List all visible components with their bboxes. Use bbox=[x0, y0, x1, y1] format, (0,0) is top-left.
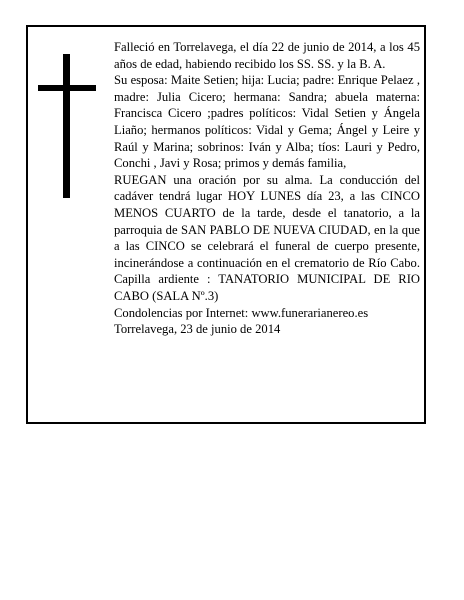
cross-vertical-bar bbox=[63, 54, 70, 198]
place-date-line: Torrelavega, 23 de junio de 2014 bbox=[114, 322, 281, 337]
cross-icon bbox=[38, 54, 96, 198]
death-announcement: Falleció en Torrelavega, el día 22 de junio de 2014, a los 45 años de edad, habiendo recibido los SS. SS. y la B. A. bbox=[114, 40, 420, 71]
funeral-details: RUEGAN una oración por su alma. La conducción del cadáver tendrá lugar HOY LUNES día 23, a las CINCO MENOS CUARTO de la tarde, desde el tanatorio, a la parroquia de SAN PABLO DE NUEVA CIUDAD, en la que a las CINCO se celebrará el funeral de cuerpo presente, incinerándose a continuación en el crematorio de Río Cabo. Capilla ardiente : TANATORIO MUNICIPAL DE RIO CABO (SALA Nº.3) bbox=[114, 172, 420, 303]
cross-horizontal-bar bbox=[38, 85, 96, 91]
family-list: Su esposa: Maite Setien; hija: Lucia; padre: Enrique Pelaez , madre: Julia Cicero; hermana: Sandra; abuela materna: Francisca Cicero ;padres políticos: Vidal Setien y Ángela Liaño; hermanos políticos: Vidal y Gema; Ángel y Leire y Raúl y Marina; sobrinos: Iván y Alba; tíos: Lauri y Pedro, Conchi , Javi y Rosa; primos y demás familia, bbox=[114, 73, 420, 171]
condolences-line: Condolencias por Internet: www.funerarianereo.es bbox=[114, 305, 369, 320]
notice-text bbox=[114, 39, 420, 338]
